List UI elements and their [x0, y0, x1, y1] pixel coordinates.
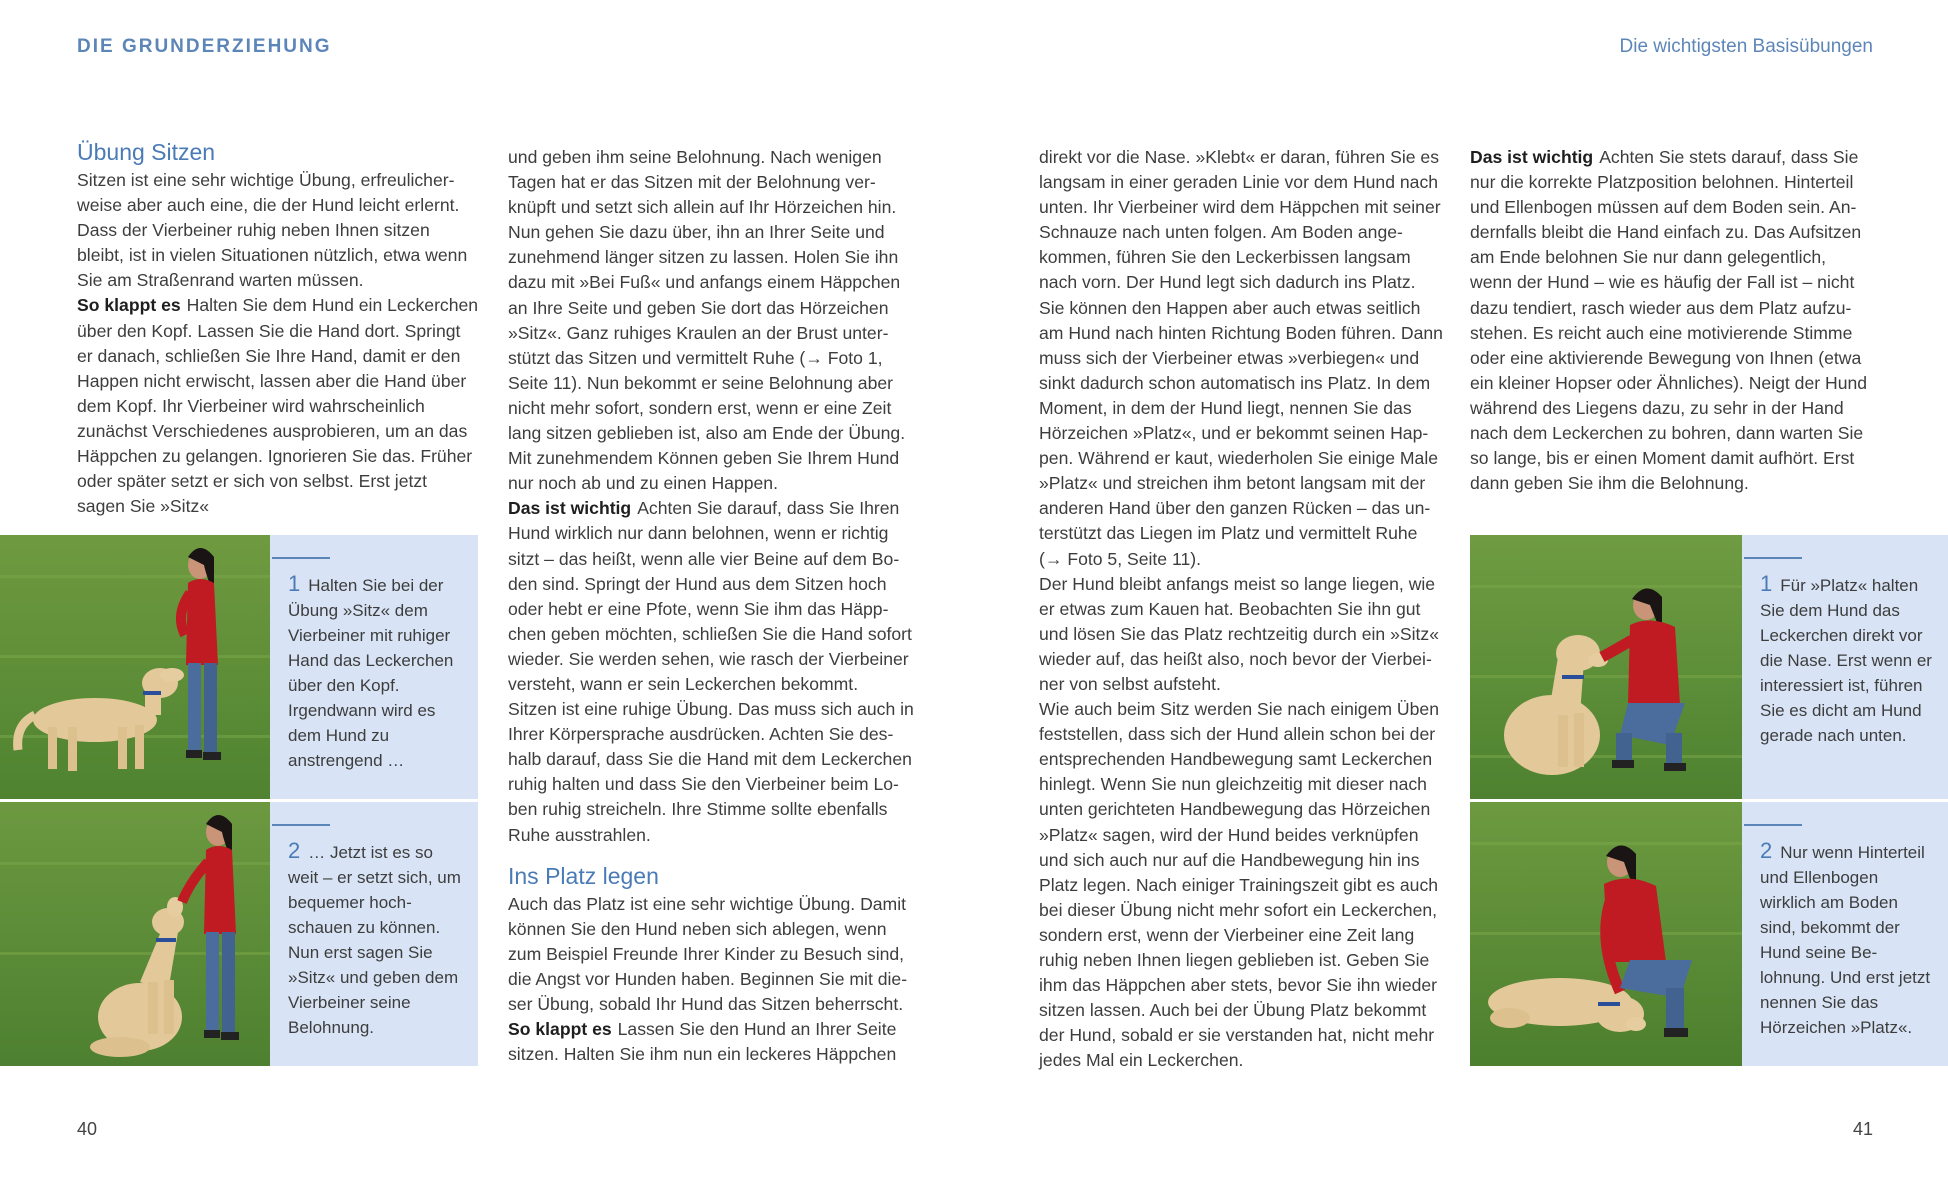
paragraph-body: Halten Sie dem Hund ein Leckerchen über den Kopf. Lassen Sie die Hand dort. Springt er danach, schließen Sie Ihre Hand, damit er den Happen nicht erwischt, lassen aber die Hand über dem Kopf. Ihr Vierbeiner wird wahrscheinlich zunächst Verschiedenes ausprobieren, um an das Häppchen zu gelangen. Ignorieren Sie das. Früher oder später setzt er sich von selbst. Erst jetzt sagen Sie »Sitz« [77, 295, 479, 517]
caption-rule [1744, 557, 1802, 559]
caption-number: 2 [288, 838, 301, 863]
caption-text: Halten Sie bei der Übung »Sitz« dem Vierbeiner mit ruhiger Hand das Leckerchen über den Kopf. Irgendwann wird es dem Hund zu anstrengend … [288, 576, 454, 770]
paragraph-body: Lassen Sie den Hund an Ihrer Seite sitzen. Halten Sie ihm nun ein leckeres Häppchen [508, 1019, 897, 1065]
caption-text: Für »Platz« halten Sie dem Hund das Leckerchen direkt vor die Nase. Erst wenn er interessiert ist, führen Sie es dicht am Hund gerade nach unten. [1760, 576, 1932, 745]
paragraph: Auch das Platz ist eine sehr wichtige Übung. Damit können Sie den Hund neben sich ablegen, wenn zum Beispiel Freunde Ihrer Kinder zu Besuch sind, die Angst vor Hunden haben. Beginnen Sie mit dieser Übung, sobald Ihr Hund das Sitzen beherrscht. [508, 893, 908, 1014]
page-number-left: 40 [77, 1119, 98, 1139]
text-column-2 [508, 145, 914, 1067]
paragraph [508, 1017, 914, 1067]
caption-box-right-1 [1742, 535, 1948, 799]
paragraph-body: Achten Sie darauf, dass Sie Ihren Hund wirklich nur dann belohnen, wenn er richtig sitzt – das heißt, wenn alle vier Beine auf dem Boden sind. Springt der Hund aus dem Sitzen hoch oder hebt er eine Pfote, wenn Sie ihm das Häppchen geben möchten, schließen Sie die Hand sofort wieder. Sie werden sehen, wie rasch der Vierbeiner versteht, wann er sein Leckerchen bekommt. [508, 498, 912, 694]
photo-woman-standing-dog-sitting [0, 802, 270, 1066]
text-column-4 [1470, 145, 1872, 496]
run-in-heading: Das ist wichtig [508, 498, 632, 519]
run-in-heading: So klappt es [77, 295, 181, 316]
caption-right-2 [1760, 838, 1936, 1040]
running-head-chapter: DIE GRUNDERZIEHUNG [77, 36, 332, 57]
caption-text: Nur wenn Hinterteil und Ellenbogen wirklich am Boden sind, bekommt der Hund seine Belohnung. Und erst jetzt nennen Sie das Hörzeichen »Platz«. [1760, 843, 1931, 1037]
caption-number: 1 [288, 571, 301, 596]
photo-woman-standing-dog-standing [0, 535, 270, 799]
caption-left-2 [288, 838, 466, 1040]
caption-number: 2 [1760, 838, 1773, 863]
page-number-right: 41 [1852, 1119, 1873, 1139]
running-head-section: Die wichtigsten Basisübungen [1619, 36, 1873, 57]
section-heading-platz: Ins Platz legen [508, 862, 659, 889]
caption-number: 1 [1760, 571, 1773, 596]
caption-left-1 [288, 571, 466, 773]
photo-woman-crouching-dog-lying [1470, 802, 1742, 1066]
caption-box-left-2 [270, 802, 478, 1066]
caption-box-right-2 [1742, 802, 1948, 1066]
caption-rule [272, 557, 330, 559]
paragraph: direkt vor die Nase. »Klebt« er daran, führen Sie es langsam in einer geraden Linie vor dem Hund nach unten. Ihr Vierbeiner wird dem Häppchen mit seiner Schnauze nach unten folgen. Am Boden angekommen, führen Sie den Leckerbissen langsam nach vorn. Der Hund legt sich dadurch ins Platz. Sie können den Happen aber auch etwas seitlich am Hund nach hinten Richtung Boden führen. Dann muss sich der Vierbeiner etwas »verbiegen« und sinkt dadurch schon automatisch ins Platz. In dem Moment, in dem der Hund liegt, nennen Sie das Hörzeichen »Platz«, und er bekommt seinen Happen. Während er kaut, wiederholen Sie einige Male »Platz« und streichen ihm betont langsam mit der anderen Hand über den ganzen Rücken – das unterstützt das Liegen im Platz und vermittelt Ruhe (→ Foto 5, Seite 11). [1039, 147, 1443, 569]
paragraph [508, 496, 914, 697]
paragraph [1470, 145, 1872, 496]
caption-box-left-1 [270, 535, 478, 799]
paragraph-body: Achten Sie stets darauf, dass Sie nur die korrekte Platzposition belohnen. Hinterteil und Ellenbogen müssen auf dem Boden sein. Andernfalls bleibt die Hand einfach zu. Das Aufsitzen am Ende belohnen Sie nur dann gelegentlich, wenn der Hund – wie es häufig der Fall ist – nicht dazu tendiert, rasch wieder aus dem Platz aufzustehen. Es reicht auch eine motivierende Stimme oder eine aktivierende Bewegung von Ihnen (etwa ein kleiner Hopser oder Ähnliches). Neigt der Hund während des Liegens dazu, zu sehr in der Hand nach dem Leckerchen zu bohren, dann warten Sie so lange, bis er einen Moment damit aufhört. Erst dann geben Sie ihm die Belohnung. [1470, 147, 1868, 494]
run-in-heading: Das ist wichtig [1470, 147, 1594, 167]
paragraph [77, 293, 479, 519]
caption-rule [272, 824, 330, 826]
text-column-1 [77, 136, 479, 519]
paragraph: und geben ihm seine Belohnung. Nach wenigen Tagen hat er das Sitzen mit der Belohnung verknüpft und setzt sich allein auf Ihr Hörzeichen hin. Nun gehen Sie dazu über, ihn an Ihrer Seite und zunehmend länger sitzen zu lassen. Holen Sie ihn dazu mit »Bei Fuß« und anfangs einem Häppchen an Ihre Seite und geben Sie dort das Hörzeichen »Sitz«. Ganz ruhiges Kraulen an der Brust unterstützt das Sitzen und vermittelt Ruhe (→ Foto 1, Seite 11). Nun bekommt er seine Belohnung aber nicht mehr sofort, sondern erst, wenn er eine Zeit lang sitzen geblieben ist, also am Ende der Übung. Mit zunehmendem Können geben Sie Ihrem Hund nur noch ab und zu einen Happen. [508, 147, 906, 494]
caption-right-1 [1760, 571, 1936, 748]
caption-text: … Jetzt ist es so weit – er setzt sich, um bequemer hochschauen zu können. Nun erst sagen Sie »Sitz« und geben dem Vierbeiner seine Belohnung. [288, 843, 461, 1037]
caption-rule [1744, 824, 1802, 826]
text-column-3 [1039, 145, 1445, 1073]
paragraph: Wie auch beim Sitz werden Sie nach einigem Üben feststellen, dass sich der Hund allein schon bei der entsprechenden Handbewegung samt Leckerchen hinlegt. Wenn Sie nun gleichzeitig mit dieser nach unten gerichteten Handbewegung das Hörzeichen »Platz« sagen, wird der Hund beides verknüpfen und sich auch nur auf die Handbewegung hin ins Platz legen. Nach einiger Trainingszeit gibt es auch bei dieser Übung nicht mehr sofort ein Leckerchen, sondern erst, wenn der Vierbeiner eine Zeit lang ruhig neben Ihnen liegen geblieben ist. Geben Sie ihm das Häppchen aber stets, bevor Sie ihn wieder sitzen lassen. Auch bei der Übung Platz bekommt der Hund, sobald er sie verstanden hat, nicht mehr jedes Mal ein Leckerchen. [1039, 699, 1439, 1071]
run-in-heading: So klappt es [508, 1019, 612, 1040]
paragraph: Der Hund bleibt anfangs meist so lange liegen, wie er etwas zum Kauen hat. Beobachten Sie ihn gut und lösen Sie das Platz rechtzeitig durch ein »Sitz« wieder auf, das heißt also, noch bevor der Vierbeiner von selbst aufsteht. [1039, 573, 1440, 694]
paragraph: Sitzen ist eine ruhige Übung. Das muss sich auch in Ihrer Körpersprache ausdrücken. Achten Sie deshalb darauf, dass Sie die Hand mit dem Leckerchen ruhig halten und dass Sie den Vierbeiner beim Loben ruhig streicheln. Ihre Stimme sollte ebenfalls Ruhe ausstrahlen. [508, 699, 914, 845]
photo-woman-crouching-dog-sitting [1470, 535, 1742, 799]
paragraph: Sitzen ist eine sehr wichtige Übung, erfreulicherweise aber auch eine, die der Hund leicht erlernt. Dass der Vierbeiner ruhig neben Ihnen sitzen bleibt, ist in vielen Situationen nützlich, etwa wenn Sie am Straßenrand warten müssen. [77, 170, 468, 291]
section-heading-sitzen: Übung Sitzen [77, 139, 216, 165]
